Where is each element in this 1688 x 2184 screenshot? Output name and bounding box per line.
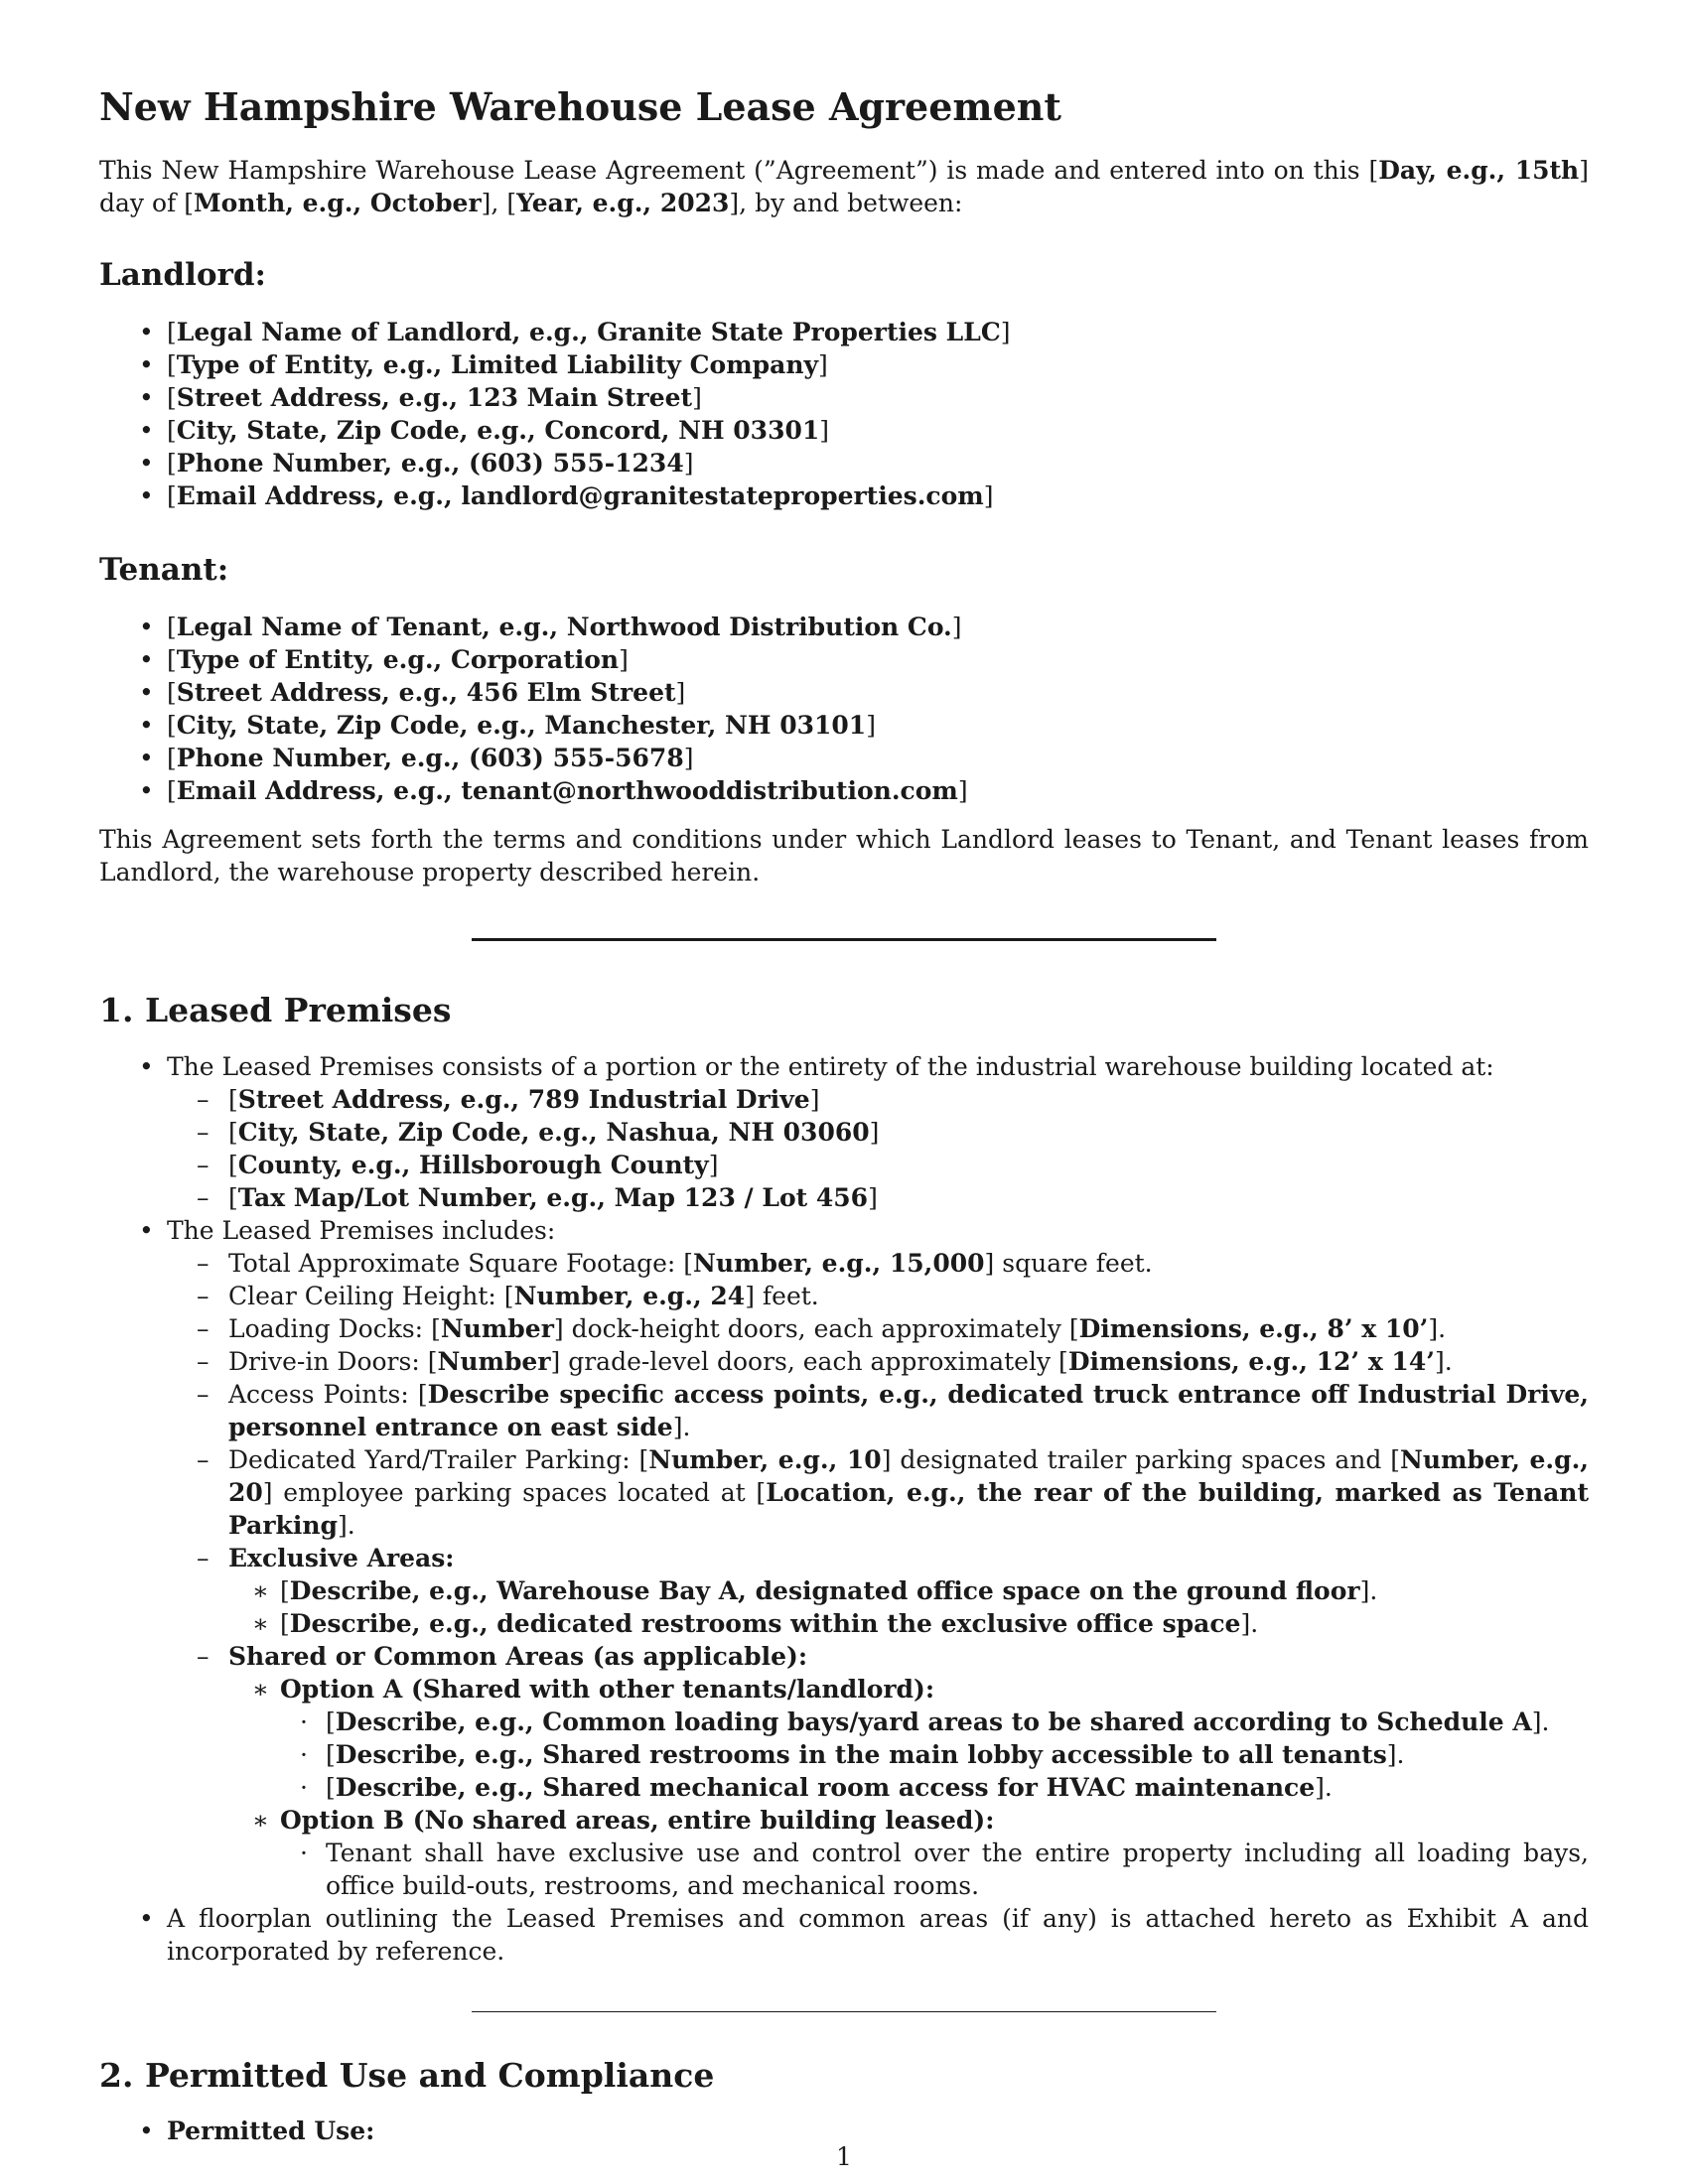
list-item [99,1050,1589,1214]
list-item: · Tenant shall have exclusive use and control over the entire property including all loading bays, office build-outs, restrooms, and mechanical rooms. [280,1837,1589,1902]
shared-options-list [228,1673,1589,1902]
list-item: – Drive-in Doors: [Number] grade-level doors, each approximately [Dimensions, e.g., 12’ x 14’]. [167,1345,1589,1378]
intro-text: , [491,188,507,217]
document-title: New Hampshire Warehouse Lease Agreement [99,84,1061,129]
option-b-list [280,1837,1589,1902]
list-item: • [Legal Name of Landlord, e.g., Granite State Properties LLC] [99,316,1589,348]
placeholder-text: Street Address, e.g., 789 Industrial Drive [237,1084,810,1114]
placeholder-text: County, e.g., Hillsborough County [237,1150,709,1179]
list-item-text: The Leased Premises consists of a portion or the entirety of the industrial warehouse building located at: [167,1051,1494,1081]
item-text: designated trailer parking spaces and [891,1444,1391,1474]
item-text: . [347,1510,355,1540]
placeholder-text: Describe, e.g., Shared restrooms in the main lobby accessible to all tenants [335,1739,1387,1769]
landlord-heading: Landlord: [99,256,267,293]
item-text: Dedicated Yard/Trailer Parking: [228,1444,639,1474]
intro-paragraph: This New Hampshire Warehouse Lease Agreement (”Agreement”) is made and entered into on this [Day, e.g., 15th] day of [Month, e.g., October], [Year, e.g., 2023], by and between: [99,155,1589,217]
exclusive-areas-label: Exclusive Areas: [228,1543,455,1572]
section-divider [472,2011,1216,2012]
landlord-list [99,316,1589,512]
list-item: • A floorplan outlining the Leased Premises and common areas (if any) is attached hereto as Exhibit A and incorporated by reference. [99,1902,1589,1968]
placeholder-text: Number, e.g., 24 [513,1281,746,1310]
section-divider [472,938,1216,941]
placeholder-text: Describe, e.g., Common loading bays/yard areas to be shared according to Schedule A [335,1706,1532,1736]
month-placeholder: Month, e.g., October [194,188,482,217]
placeholder-text: City, State, Zip Code, e.g., Manchester, NH 03101 [176,710,867,740]
shared-areas-label: Shared or Common Areas (as applicable): [228,1641,808,1671]
item-text: Access Points: [228,1379,418,1409]
tenant-heading: Tenant: [99,551,229,588]
placeholder-text: Legal Name of Landlord, e.g., Granite State Properties LLC [176,317,1001,346]
placeholder-text: Number, e.g., 20 [228,1444,1589,1507]
section-1-list [99,1050,1589,1968]
list-item: – Access Points: [Describe specific access points, e.g., dedicated truck entrance off Industrial Drive, personnel entrance on east side]. [167,1378,1589,1443]
item-text: square feet. [994,1248,1153,1278]
placeholder-text: Dimensions, e.g., 8’ x 10’ [1078,1313,1429,1343]
list-item: · [Describe, e.g., Shared mechanical room access for HVAC maintenance]. [280,1771,1589,1804]
list-item: • [Street Address, e.g., 456 Elm Street] [99,676,1589,709]
list-item: • [Email Address, e.g., tenant@northwooddistribution.com] [99,774,1589,807]
list-item: – [City, State, Zip Code, e.g., Nashua, NH 03060] [167,1116,1589,1149]
intro-text: day of [99,188,185,217]
placeholder-text: Type of Entity, e.g., Corporation [176,644,620,674]
placeholder-text: City, State, Zip Code, e.g., Concord, NH 03301 [176,415,820,445]
option-a-list [280,1706,1589,1804]
list-item [228,1673,1589,1804]
item-text: . [1438,1313,1447,1343]
item-text: employee parking spaces located at [272,1477,757,1507]
placeholder-text: Email Address, e.g., landlord@granitestateproperties.com [176,480,984,510]
placeholder-text: Dimensions, e.g., 12’ x 14’ [1067,1346,1435,1376]
list-item: • [Email Address, e.g., landlord@granitestateproperties.com] [99,479,1589,512]
item-text: Loading Docks: [228,1313,432,1343]
placeholder-text: Number [440,1313,554,1343]
intro-text: , by and between: [739,188,963,217]
year-placeholder: Year, e.g., 2023 [516,188,730,217]
item-text: . [1444,1346,1453,1376]
list-item: – Total Approximate Square Footage: [Number, e.g., 15,000] square feet. [167,1247,1589,1280]
placeholder-text: Describe specific access points, e.g., dedicated truck entrance off Industrial Drive, personnel entrance on east side [228,1379,1589,1441]
placeholder-text: Street Address, e.g., 123 Main Street [176,382,693,412]
list-item: ∗ [Describe, e.g., dedicated restrooms within the exclusive office space]. [228,1607,1589,1640]
intro-text: This New Hampshire Warehouse Lease Agreement (”Agreement”) is made and entered into on this [99,155,1369,185]
item-text: Total Approximate Square Footage: [228,1248,684,1278]
list-item: – [Street Address, e.g., 789 Industrial Drive] [167,1083,1589,1116]
closing-paragraph: This Agreement sets forth the terms and conditions under which Landlord leases to Tenant, and Tenant leases from Landlord, the warehouse property described herein. [99,824,1589,887]
option-b-label: Option B (No shared areas, entire building leased): [280,1805,995,1835]
placeholder-text: Phone Number, e.g., (603) 555-5678 [176,743,684,772]
day-placeholder: Day, e.g., 15th [1378,155,1580,185]
placeholder-text: Number, e.g., 15,000 [693,1248,985,1278]
list-item: · [Describe, e.g., Common loading bays/yard areas to be shared according to Schedule A]. [280,1706,1589,1738]
list-item: – [Tax Map/Lot Number, e.g., Map 123 / Lot 456] [167,1181,1589,1214]
list-item [228,1804,1589,1902]
list-item [167,1640,1589,1902]
section-2-heading: 2. Permitted Use and Compliance [99,2055,715,2095]
item-text: . [682,1412,691,1441]
placeholder-text: Email Address, e.g., tenant@northwooddistribution.com [176,775,958,805]
list-item-text: The Leased Premises includes: [167,1215,556,1245]
placeholder-text: Number, e.g., 10 [648,1444,882,1474]
placeholder-text: City, State, Zip Code, e.g., Nashua, NH 03060 [237,1117,870,1147]
placeholder-text: Street Address, e.g., 456 Elm Street [176,677,676,707]
item-text: dock-height doors, each approximately [563,1313,1069,1343]
list-item: ∗ [Describe, e.g., Warehouse Bay A, designated office space on the ground floor]. [228,1574,1589,1607]
list-item: • [Legal Name of Tenant, e.g., Northwood Distribution Co.] [99,611,1589,643]
placeholder-text: Type of Entity, e.g., Limited Liability Company [176,349,819,379]
permitted-use-label: Permitted Use: [167,2116,375,2146]
item-text: Drive-in Doors: [228,1346,428,1376]
list-item [99,1214,1589,1902]
list-item: • [Street Address, e.g., 123 Main Street] [99,381,1589,414]
list-item: • [City, State, Zip Code, e.g., Manchester, NH 03101] [99,709,1589,742]
list-item: – Loading Docks: [Number] dock-height doors, each approximately [Dimensions, e.g., 8’ x 10’]. [167,1312,1589,1345]
document-page [99,84,1589,2147]
list-item: • [City, State, Zip Code, e.g., Concord, NH 03301] [99,414,1589,447]
location-list [167,1083,1589,1214]
list-item: – [County, e.g., Hillsborough County] [167,1149,1589,1181]
placeholder-text: Describe, e.g., Shared mechanical room access for HVAC maintenance [335,1772,1316,1802]
list-item: – Clear Ceiling Height: [Number, e.g., 24] feet. [167,1280,1589,1312]
placeholder-text: Describe, e.g., Warehouse Bay A, designated office space on the ground floor [289,1575,1360,1605]
list-item: • [Type of Entity, e.g., Limited Liability Company] [99,348,1589,381]
list-item [167,1542,1589,1640]
exclusive-areas-list [228,1574,1589,1640]
list-item: – Dedicated Yard/Trailer Parking: [Number, e.g., 10] designated trailer parking spaces and [Number, e.g., 20] employee parking spaces located at [Location, e.g., the rear of the building, marked as Tenant Parking]. [167,1443,1589,1542]
page-number: 1 [836,2142,852,2171]
item-text: grade-level doors, each approximately [560,1346,1059,1376]
placeholder-text: Tax Map/Lot Number, e.g., Map 123 / Lot 456 [237,1182,869,1212]
section-1-heading: 1. Leased Premises [99,990,452,1029]
list-item: · [Describe, e.g., Shared restrooms in the main lobby accessible to all tenants]. [280,1738,1589,1771]
placeholder-text: Location, e.g., the rear of the building, marked as Tenant Parking [228,1477,1589,1540]
option-a-label: Option A (Shared with other tenants/landlord): [280,1674,935,1704]
item-text: Clear Ceiling Height: [228,1281,504,1310]
list-item: • [Phone Number, e.g., (603) 555-1234] [99,447,1589,479]
tenant-list [99,611,1589,807]
placeholder-text: Phone Number, e.g., (603) 555-1234 [176,448,684,478]
placeholder-text: Legal Name of Tenant, e.g., Northwood Distribution Co. [176,612,952,641]
includes-list [167,1247,1589,1902]
list-item: • [Type of Entity, e.g., Corporation] [99,643,1589,676]
list-item: • [Phone Number, e.g., (603) 555-5678] [99,742,1589,774]
placeholder-text: Number [437,1346,551,1376]
item-text: feet. [754,1281,819,1310]
placeholder-text: Describe, e.g., dedicated restrooms within the exclusive office space [289,1608,1241,1638]
